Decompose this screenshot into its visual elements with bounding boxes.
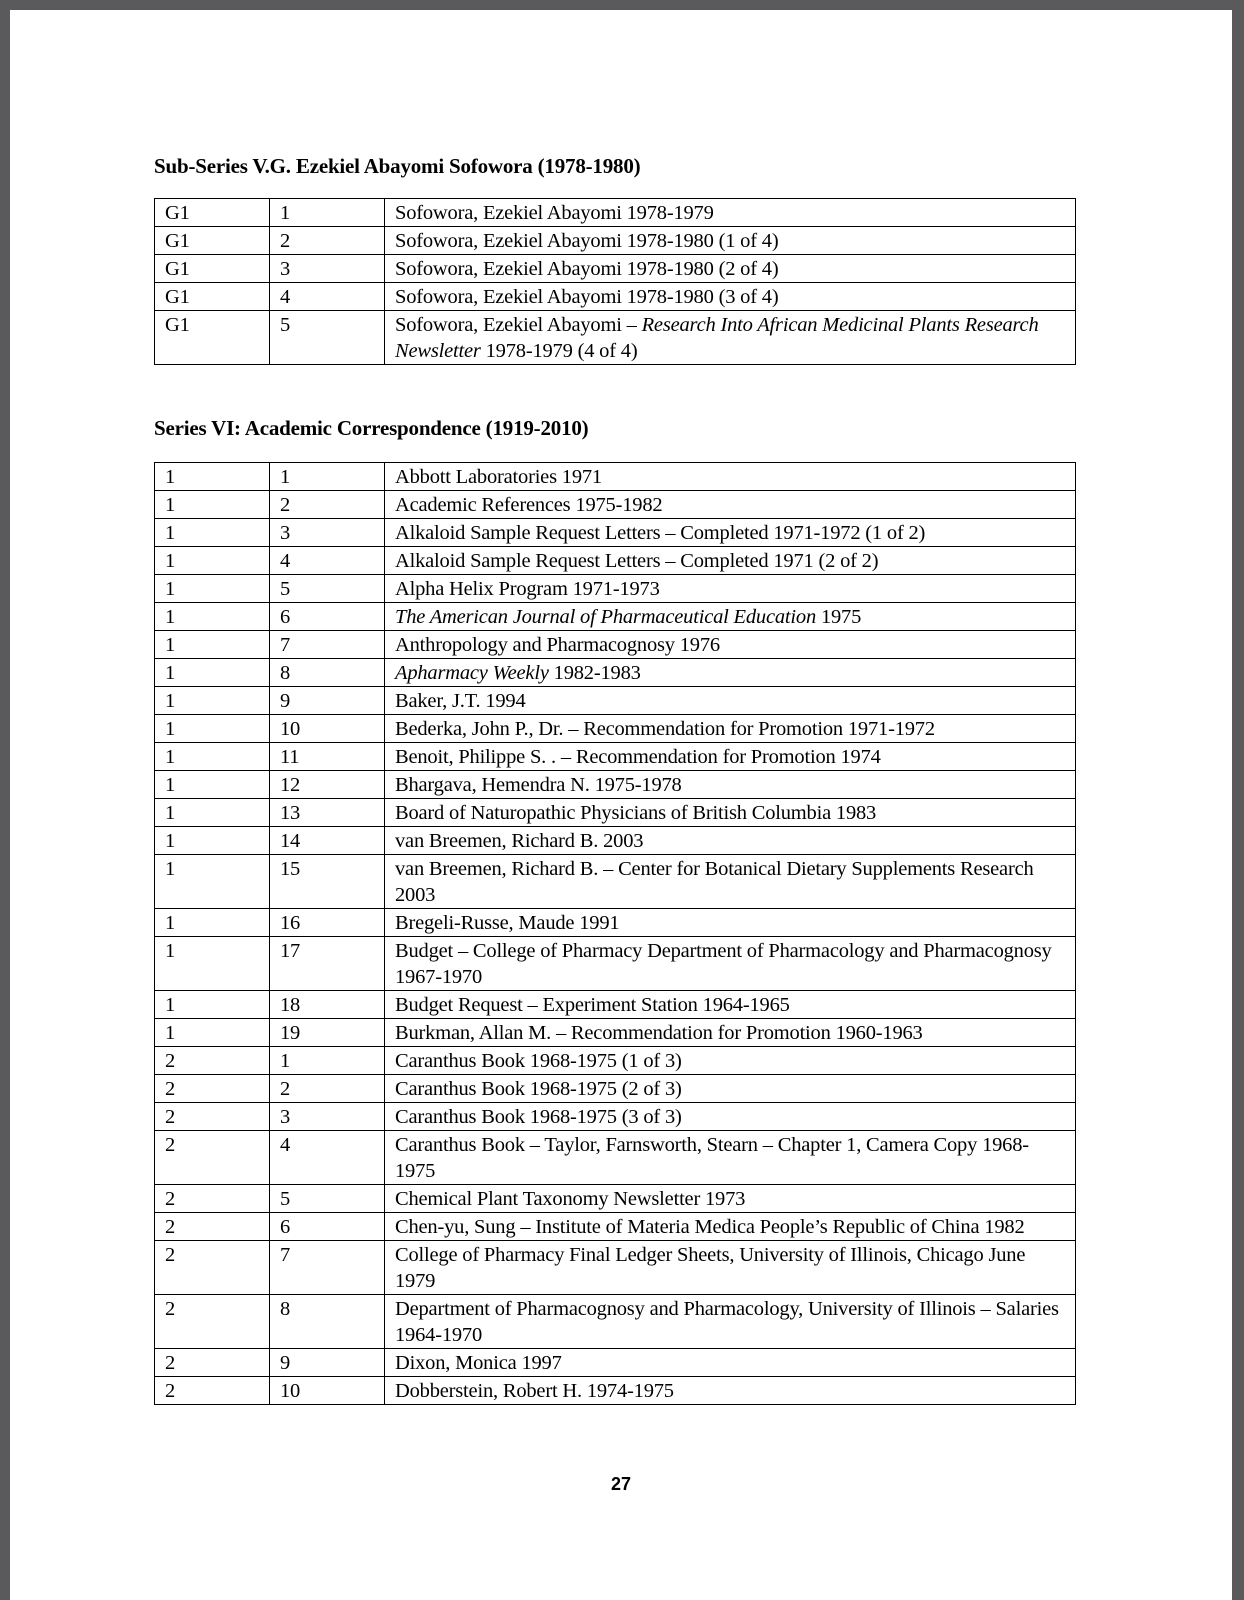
folder-title-cell bbox=[385, 1047, 1076, 1075]
box-cell: 1 bbox=[155, 1019, 270, 1047]
page-number: 27 bbox=[610, 1474, 632, 1494]
series-table bbox=[154, 462, 1076, 1405]
folder-title-cell bbox=[385, 991, 1076, 1019]
box-cell: 1 bbox=[155, 491, 270, 519]
folder-cell: 4 bbox=[270, 1131, 385, 1185]
box-cell: 1 bbox=[155, 463, 270, 491]
folder-cell: 9 bbox=[270, 1349, 385, 1377]
box-cell: 1 bbox=[155, 771, 270, 799]
table-row bbox=[155, 199, 1076, 227]
folder-title-cell bbox=[385, 311, 1076, 365]
folder-title-text: Budget – College of Pharmacy Department of Pharmacology and Pharmacognosy 1967-1970 bbox=[395, 940, 1052, 988]
table-row bbox=[155, 687, 1076, 715]
box-cell: 2 bbox=[155, 1103, 270, 1131]
folder-title-cell bbox=[385, 1241, 1076, 1295]
table-row bbox=[155, 855, 1076, 909]
folder-title-cell bbox=[385, 1019, 1076, 1047]
folder-title-cell bbox=[385, 631, 1076, 659]
folder-cell: 5 bbox=[270, 575, 385, 603]
folder-title-text: Caranthus Book – Taylor, Farnsworth, Stearn – Chapter 1, Camera Copy 1968-1975 bbox=[395, 1134, 1029, 1182]
box-cell: 1 bbox=[155, 715, 270, 743]
folder-title-cell bbox=[385, 283, 1076, 311]
folder-title-text: Alkaloid Sample Request Letters – Completed 1971-1972 (1 of 2) bbox=[395, 522, 926, 544]
folder-title-cell bbox=[385, 799, 1076, 827]
folder-cell: 6 bbox=[270, 603, 385, 631]
folder-title-text: Department of Pharmacognosy and Pharmacology, University of Illinois – Salaries 1964-1970 bbox=[395, 1298, 1059, 1346]
table-row bbox=[155, 715, 1076, 743]
folder-title-text: Chemical Plant Taxonomy Newsletter 1973 bbox=[395, 1188, 746, 1210]
table-row bbox=[155, 519, 1076, 547]
table-row bbox=[155, 227, 1076, 255]
table-row bbox=[155, 547, 1076, 575]
box-cell: 2 bbox=[155, 1213, 270, 1241]
table-row bbox=[155, 1103, 1076, 1131]
folder-title-text: Baker, J.T. 1994 bbox=[395, 690, 526, 712]
table-row bbox=[155, 491, 1076, 519]
folder-title-suffix: 1975 bbox=[816, 606, 862, 628]
box-cell: G1 bbox=[155, 227, 270, 255]
folder-cell: 5 bbox=[270, 1185, 385, 1213]
folder-cell: 4 bbox=[270, 547, 385, 575]
folder-cell: 9 bbox=[270, 687, 385, 715]
folder-title-text: Benoit, Philippe S. . – Recommendation for Promotion 1974 bbox=[395, 746, 881, 768]
folder-cell: 18 bbox=[270, 991, 385, 1019]
folder-cell: 13 bbox=[270, 799, 385, 827]
folder-title-text: Sofowora, Ezekiel Abayomi 1978-1980 (3 of 4) bbox=[395, 286, 779, 308]
box-cell: G1 bbox=[155, 283, 270, 311]
folder-title-cell bbox=[385, 603, 1076, 631]
folder-cell: 16 bbox=[270, 909, 385, 937]
folder-cell: 19 bbox=[270, 1019, 385, 1047]
folder-cell: 6 bbox=[270, 1213, 385, 1241]
table-row bbox=[155, 659, 1076, 687]
folder-title-cell bbox=[385, 827, 1076, 855]
table-row bbox=[155, 463, 1076, 491]
box-cell: 2 bbox=[155, 1295, 270, 1349]
folder-title-text: van Breemen, Richard B. 2003 bbox=[395, 830, 644, 852]
folder-title-italic: The American Journal of Pharmaceutical Education bbox=[395, 606, 817, 628]
folder-cell: 17 bbox=[270, 937, 385, 991]
box-cell: 1 bbox=[155, 743, 270, 771]
table-row bbox=[155, 631, 1076, 659]
box-cell: G1 bbox=[155, 199, 270, 227]
box-cell: 1 bbox=[155, 687, 270, 715]
folder-title-text: Bregeli-Russe, Maude 1991 bbox=[395, 912, 620, 934]
folder-cell: 2 bbox=[270, 1075, 385, 1103]
folder-title-text: Board of Naturopathic Physicians of British Columbia 1983 bbox=[395, 802, 877, 824]
folder-title-text: Burkman, Allan M. – Recommendation for Promotion 1960-1963 bbox=[395, 1022, 923, 1044]
folder-title-cell bbox=[385, 1377, 1076, 1405]
table-row bbox=[155, 255, 1076, 283]
folder-title-text: College of Pharmacy Final Ledger Sheets, University of Illinois, Chicago June 1979 bbox=[395, 1244, 1026, 1292]
folder-cell: 2 bbox=[270, 491, 385, 519]
folder-title-cell bbox=[385, 575, 1076, 603]
table-row bbox=[155, 799, 1076, 827]
box-cell: G1 bbox=[155, 255, 270, 283]
folder-title-cell bbox=[385, 715, 1076, 743]
table-row bbox=[155, 1295, 1076, 1349]
folder-title-cell bbox=[385, 1131, 1076, 1185]
table-row bbox=[155, 1185, 1076, 1213]
folder-title-text: Abbott Laboratories 1971 bbox=[395, 466, 602, 488]
box-cell: 1 bbox=[155, 659, 270, 687]
folder-cell: 1 bbox=[270, 1047, 385, 1075]
folder-title-text: Alpha Helix Program 1971-1973 bbox=[395, 578, 660, 600]
folder-cell: 10 bbox=[270, 715, 385, 743]
table-row bbox=[155, 827, 1076, 855]
folder-title-text: Caranthus Book 1968-1975 (2 of 3) bbox=[395, 1078, 682, 1100]
folder-title-cell bbox=[385, 1213, 1076, 1241]
folder-title-text: Chen-yu, Sung – Institute of Materia Medica People’s Republic of China 1982 bbox=[395, 1216, 1025, 1238]
folder-cell: 3 bbox=[270, 519, 385, 547]
table-row bbox=[155, 743, 1076, 771]
table-row bbox=[155, 937, 1076, 991]
folder-title-cell bbox=[385, 1295, 1076, 1349]
folder-title-cell bbox=[385, 771, 1076, 799]
folder-title-suffix: 1982-1983 bbox=[548, 662, 641, 684]
folder-title-cell bbox=[385, 255, 1076, 283]
box-cell: G1 bbox=[155, 311, 270, 365]
folder-title-text: Bhargava, Hemendra N. 1975-1978 bbox=[395, 774, 682, 796]
folder-cell: 11 bbox=[270, 743, 385, 771]
subseries-heading: Sub-Series V.G. Ezekiel Abayomi Sofowora (1978-1980) bbox=[154, 154, 641, 178]
folder-title-cell bbox=[385, 687, 1076, 715]
folder-title-cell bbox=[385, 743, 1076, 771]
document-page bbox=[10, 10, 1232, 1600]
box-cell: 1 bbox=[155, 799, 270, 827]
box-cell: 1 bbox=[155, 991, 270, 1019]
folder-title-suffix: 1978-1979 (4 of 4) bbox=[480, 340, 638, 362]
box-cell: 2 bbox=[155, 1185, 270, 1213]
folder-cell: 15 bbox=[270, 855, 385, 909]
folder-cell: 4 bbox=[270, 283, 385, 311]
folder-cell: 1 bbox=[270, 199, 385, 227]
folder-title-cell bbox=[385, 909, 1076, 937]
folder-cell: 3 bbox=[270, 1103, 385, 1131]
box-cell: 2 bbox=[155, 1131, 270, 1185]
box-cell: 2 bbox=[155, 1047, 270, 1075]
box-cell: 1 bbox=[155, 603, 270, 631]
box-cell: 1 bbox=[155, 855, 270, 909]
folder-cell: 12 bbox=[270, 771, 385, 799]
folder-cell: 5 bbox=[270, 311, 385, 365]
table-row bbox=[155, 1047, 1076, 1075]
folder-title-text: Sofowora, Ezekiel Abayomi 1978-1980 (1 of 4) bbox=[395, 230, 779, 252]
folder-cell: 10 bbox=[270, 1377, 385, 1405]
table-row bbox=[155, 283, 1076, 311]
folder-title-text: Dobberstein, Robert H. 1974-1975 bbox=[395, 1380, 674, 1402]
folder-cell: 8 bbox=[270, 1295, 385, 1349]
subseries-table bbox=[154, 198, 1076, 365]
folder-title-cell bbox=[385, 547, 1076, 575]
folder-title-text: Alkaloid Sample Request Letters – Completed 1971 (2 of 2) bbox=[395, 550, 879, 572]
folder-title-cell bbox=[385, 937, 1076, 991]
folder-title-text: Caranthus Book 1968-1975 (3 of 3) bbox=[395, 1106, 682, 1128]
folder-title-cell bbox=[385, 227, 1076, 255]
folder-cell: 14 bbox=[270, 827, 385, 855]
table-row bbox=[155, 1075, 1076, 1103]
folder-title-cell bbox=[385, 1103, 1076, 1131]
folder-title-text: Dixon, Monica 1997 bbox=[395, 1352, 562, 1374]
folder-cell: 7 bbox=[270, 1241, 385, 1295]
box-cell: 1 bbox=[155, 519, 270, 547]
table-row bbox=[155, 1019, 1076, 1047]
folder-title-text: Anthropology and Pharmacognosy 1976 bbox=[395, 634, 720, 656]
folder-title-cell bbox=[385, 1075, 1076, 1103]
folder-title-cell bbox=[385, 1349, 1076, 1377]
table-row bbox=[155, 603, 1076, 631]
box-cell: 1 bbox=[155, 631, 270, 659]
table-row bbox=[155, 1349, 1076, 1377]
box-cell: 1 bbox=[155, 827, 270, 855]
folder-title-cell bbox=[385, 463, 1076, 491]
folder-title-text: Academic References 1975-1982 bbox=[395, 494, 663, 516]
folder-title-cell bbox=[385, 519, 1076, 547]
table-row bbox=[155, 1241, 1076, 1295]
folder-title-text: Sofowora, Ezekiel Abayomi – bbox=[395, 314, 642, 336]
table-row bbox=[155, 575, 1076, 603]
folder-title-text: Bederka, John P., Dr. – Recommendation for Promotion 1971-1972 bbox=[395, 718, 935, 740]
folder-cell: 7 bbox=[270, 631, 385, 659]
folder-title-cell bbox=[385, 199, 1076, 227]
series-heading: Series VI: Academic Correspondence (1919-2010) bbox=[154, 416, 589, 440]
table-row bbox=[155, 909, 1076, 937]
folder-cell: 2 bbox=[270, 227, 385, 255]
folder-title-text: Budget Request – Experiment Station 1964-1965 bbox=[395, 994, 790, 1016]
folder-title-cell bbox=[385, 491, 1076, 519]
table-row bbox=[155, 991, 1076, 1019]
folder-title-text: Sofowora, Ezekiel Abayomi 1978-1980 (2 of 4) bbox=[395, 258, 779, 280]
folder-title-text: Sofowora, Ezekiel Abayomi 1978-1979 bbox=[395, 202, 714, 224]
folder-title-italic: Apharmacy Weekly bbox=[395, 662, 549, 684]
folder-title-cell bbox=[385, 659, 1076, 687]
box-cell: 2 bbox=[155, 1075, 270, 1103]
box-cell: 1 bbox=[155, 575, 270, 603]
folder-title-cell bbox=[385, 855, 1076, 909]
folder-cell: 3 bbox=[270, 255, 385, 283]
box-cell: 2 bbox=[155, 1377, 270, 1405]
box-cell: 1 bbox=[155, 909, 270, 937]
folder-cell: 8 bbox=[270, 659, 385, 687]
folder-title-italic: Research Into African Medicinal Plants Research Newsletter bbox=[395, 314, 1039, 362]
box-cell: 2 bbox=[155, 1349, 270, 1377]
folder-cell: 1 bbox=[270, 463, 385, 491]
table-row bbox=[155, 1213, 1076, 1241]
box-cell: 1 bbox=[155, 937, 270, 991]
table-row bbox=[155, 1377, 1076, 1405]
folder-title-text: Caranthus Book 1968-1975 (1 of 3) bbox=[395, 1050, 682, 1072]
table-row bbox=[155, 771, 1076, 799]
table-row bbox=[155, 311, 1076, 365]
box-cell: 2 bbox=[155, 1241, 270, 1295]
folder-title-cell bbox=[385, 1185, 1076, 1213]
folder-title-text: van Breemen, Richard B. – Center for Botanical Dietary Supplements Research 2003 bbox=[395, 858, 1034, 906]
table-row bbox=[155, 1131, 1076, 1185]
box-cell: 1 bbox=[155, 547, 270, 575]
